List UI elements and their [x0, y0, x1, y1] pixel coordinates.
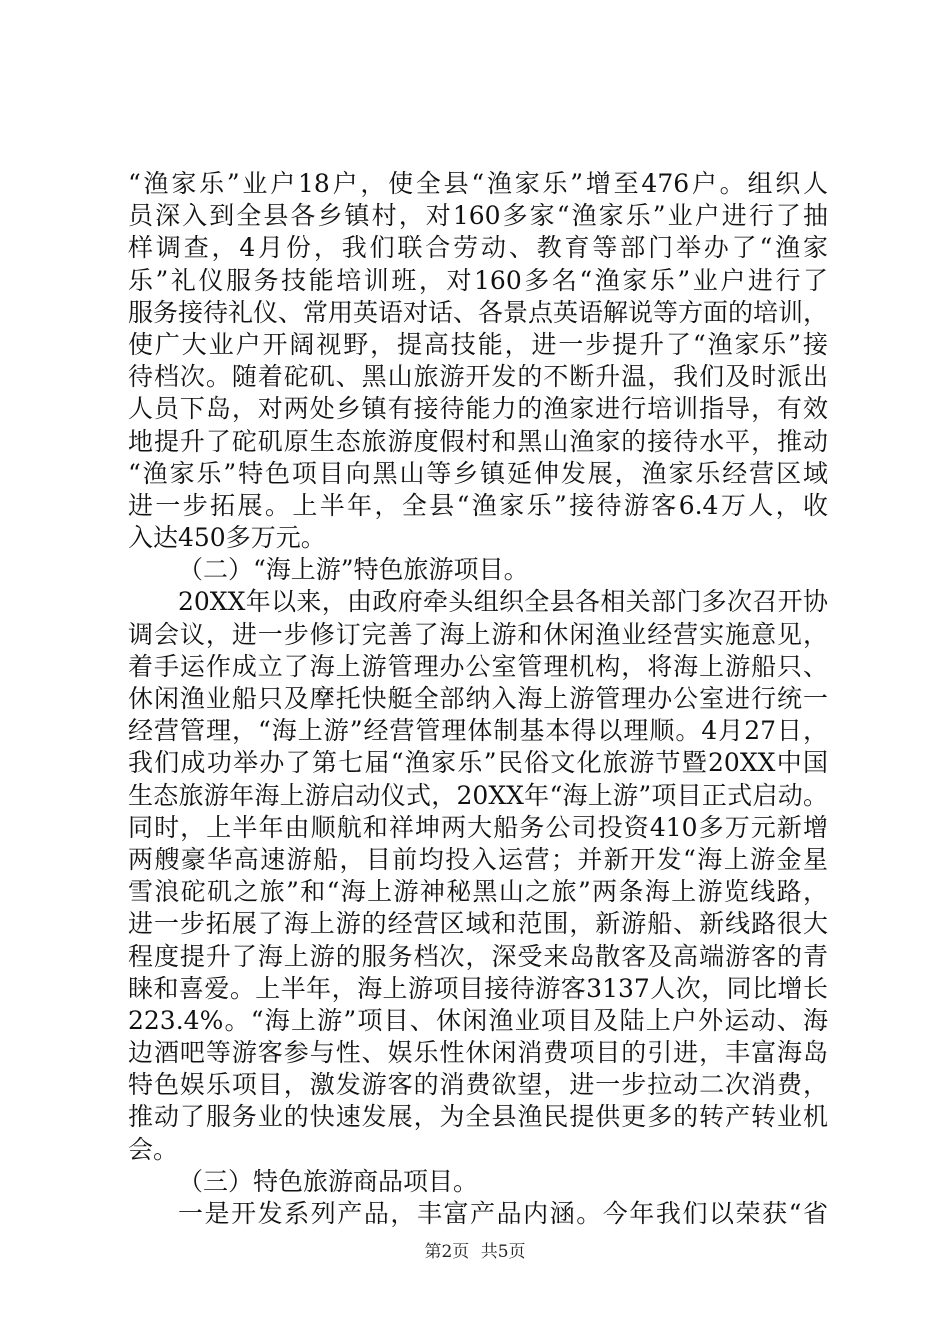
text-line: 生态旅游年海上游启动仪式，20XX年“海上游”项目正式启动。	[128, 780, 828, 810]
text-line: “渔家乐”特色项目向黑山等乡镇延伸发展，渔家乐经营区域	[128, 458, 828, 488]
text-line: 着手运作成立了海上游管理办公室管理机构，将海上游船只、	[128, 651, 828, 681]
text-line: 入达450多万元。	[128, 523, 326, 553]
text-line: 乐”礼仪服务技能培训班，对160多名“渔家乐”业户进行了	[128, 265, 828, 295]
text-line: 样调查，4月份，我们联合劳动、教育等部门举办了“渔家	[128, 233, 828, 263]
text-line: 地提升了砣矶原生态旅游度假村和黑山渔家的接待水平，推动	[128, 426, 828, 456]
page-footer	[0, 1240, 950, 1264]
text-line: 雪浪砣矶之旅”和“海上游神秘黑山之旅”两条海上游览线路，	[128, 877, 828, 907]
document-body	[128, 168, 828, 1230]
text-line: 休闲渔业船只及摩托快艇全部纳入海上游管理办公室进行统一	[128, 684, 828, 713]
text-line: 推动了服务业的快速发展，为全县渔民提供更多的转产转业机	[128, 1102, 828, 1132]
text-line: 特色娱乐项目，激发游客的消费欲望，进一步拉动二次消费，	[128, 1070, 828, 1100]
text-line: “渔家乐”业户18户，使全县“渔家乐”增至476户。组织人	[128, 169, 828, 198]
text-line: 人员下岛，对两处乡镇有接待能力的渔家进行培训指导，有效	[128, 394, 828, 424]
text-line: 边酒吧等游客参与性、娱乐性休闲消费项目的引进，丰富海岛	[128, 1038, 828, 1068]
text-line: 我们成功举办了第七届“渔家乐”民俗文化旅游节暨20XX中国	[128, 748, 828, 778]
text-line: （三）特色旅游商品项目。	[178, 1166, 479, 1196]
text-line: 员深入到全县各乡镇村，对160多家“渔家乐”业户进行了抽	[128, 201, 828, 231]
text-line: 223.4%。“海上游”项目、休闲渔业项目及陆上户外运动、海	[128, 1005, 828, 1035]
text-line: 程度提升了海上游的服务档次，深受来岛散客及高端游客的青	[128, 941, 828, 971]
text-line: 一是开发系列产品，丰富产品内涵。今年我们以荣获“省	[178, 1199, 828, 1228]
text-line: 服务接待礼仪、常用英语对话、各景点英语解说等方面的培训，	[128, 297, 828, 327]
text-line: 两艘豪华高速游船，目前均投入运营；并新开发“海上游金星	[128, 844, 828, 874]
text-line: 调会议，进一步修订完善了海上游和休闲渔业经营实施意见，	[128, 619, 828, 649]
text-line: 20XX年以来，由政府牵头组织全县各相关部门多次召开协	[178, 587, 828, 617]
text-line: 会。	[128, 1134, 179, 1164]
text-line: （二）“海上游”特色旅游项目。	[178, 555, 529, 585]
text-line: 同时，上半年由顺航和祥坤两大船务公司投资410多万元新增	[128, 812, 828, 842]
text-line: 使广大业户开阔视野，提高技能，进一步提升了“渔家乐”接	[128, 329, 828, 359]
text-line: 进一步拓展了海上游的经营区域和范围，新游船、新线路很大	[128, 909, 828, 939]
page-number: 第2页	[424, 1242, 470, 1262]
page-total: 共5页	[480, 1242, 526, 1262]
text-line: 进一步拓展。上半年，全县“渔家乐”接待游客6.4万人，收	[128, 490, 828, 520]
text-line: 经营管理，“海上游”经营管理体制基本得以理顺。4月27日，	[128, 716, 828, 746]
text-line: 待档次。随着砣矶、黑山旅游开发的不断升温，我们及时派出	[128, 362, 828, 392]
text-line: 睐和喜爱。上半年，海上游项目接待游客3137人次，同比增长	[128, 973, 828, 1003]
